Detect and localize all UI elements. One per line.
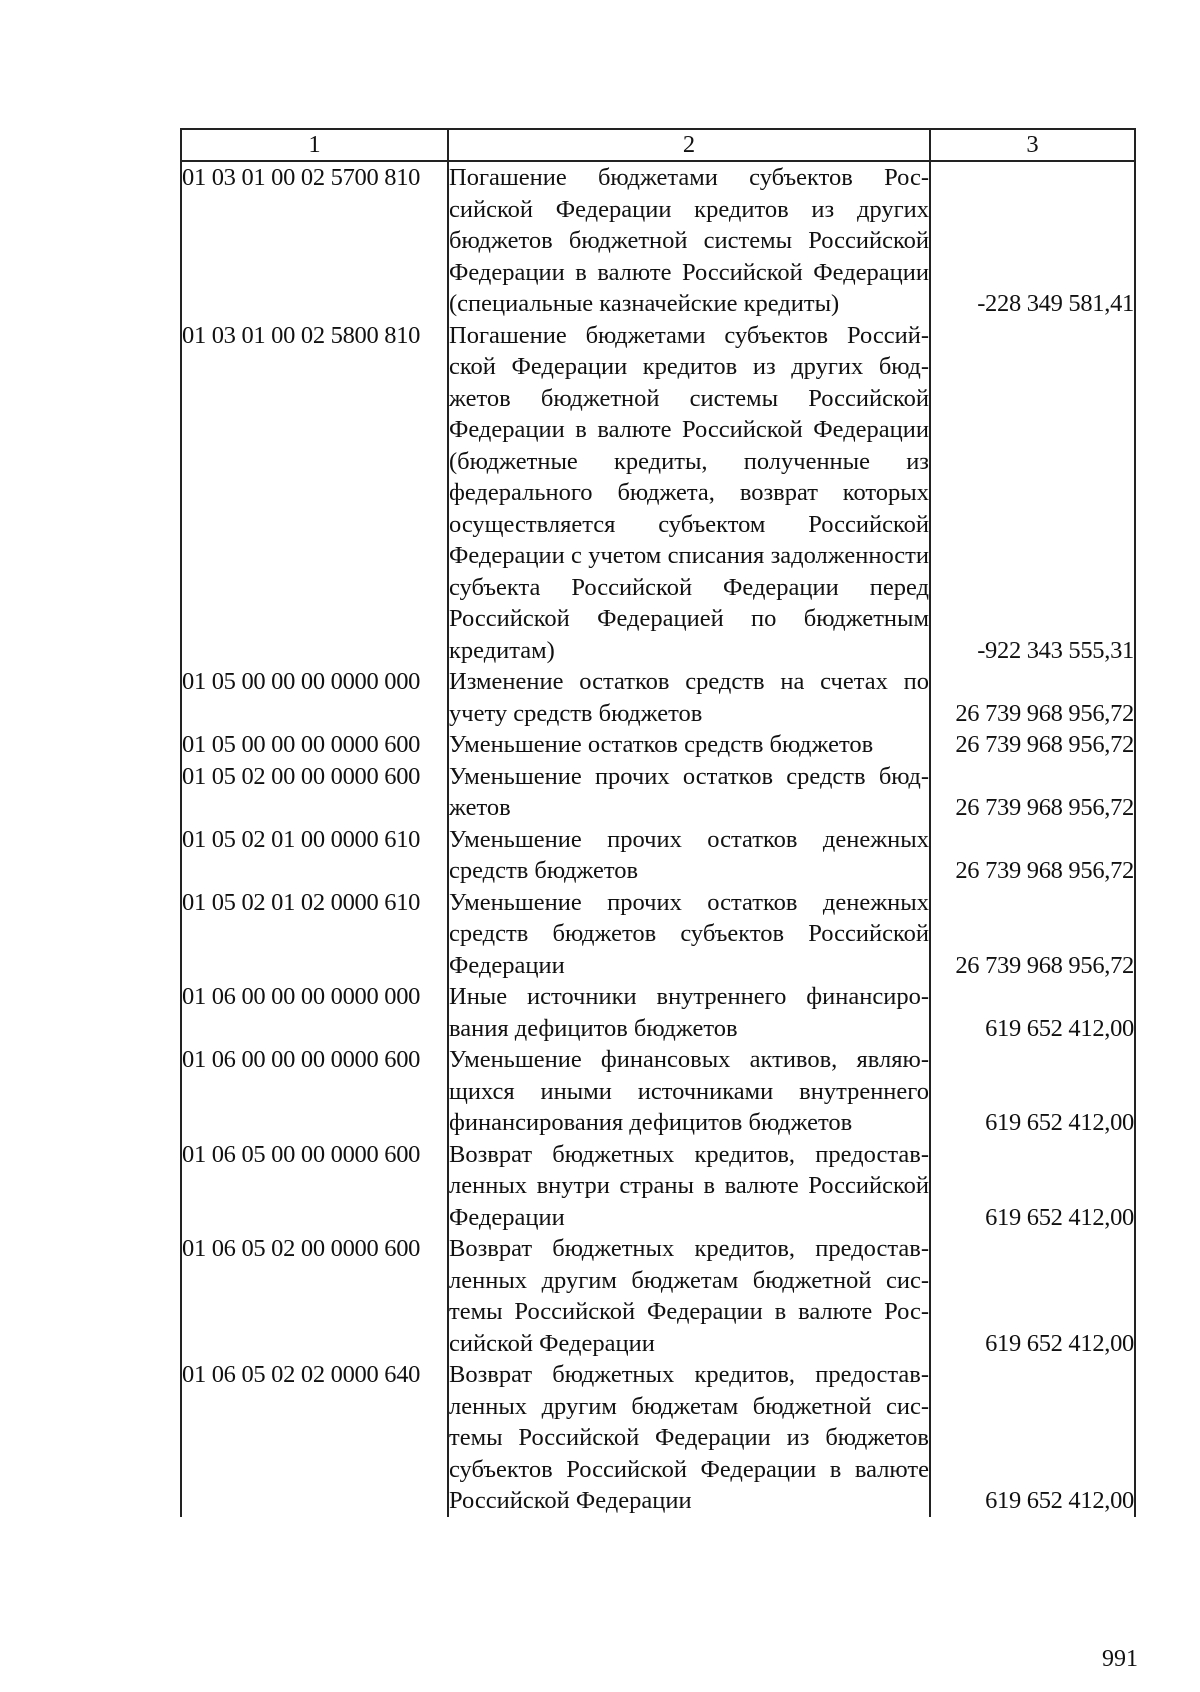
row-amount: 26 739 968 956,72	[930, 824, 1135, 887]
table-row	[181, 981, 1135, 1044]
row-amount: 619 652 412,00	[930, 1139, 1135, 1234]
row-description: Возврат бюджетных кредитов, предоставленных другим бюджетам бюджетной системы Российской Федерации из бюджетов субъектов Российской Федерации в валюте Российской Федерации	[448, 1359, 930, 1517]
table-row	[181, 887, 1135, 982]
row-description: Погашение бюджетами субъектов Российской Федерации кредитов из других бюджетов бюджетной системы Российской Федерации в валюте Российской Федерации (бюджетные кредиты, полученные из федерального бюджета, возврат которых осуществляется субъектом Российской Федерации с учетом списания задолженности субъекта Российской Федерации перед Российской Федерацией по бюджетным кредитам)	[448, 320, 930, 667]
row-description: Уменьшение остатков средств бюджетов	[448, 729, 930, 761]
row-description: Иные источники внутреннего финансирования дефицитов бюджетов	[448, 981, 930, 1044]
table-row	[181, 161, 1135, 320]
table-row	[181, 761, 1135, 824]
budget-code: 01 03 01 00 02 5800 810	[181, 320, 448, 667]
row-description: Уменьшение прочих остатков средств бюджетов	[448, 761, 930, 824]
row-description: Возврат бюджетных кредитов, предоставленных внутри страны в валюте Российской Федерации	[448, 1139, 930, 1234]
row-amount: 26 739 968 956,72	[930, 887, 1135, 982]
budget-code: 01 05 02 00 00 0000 600	[181, 761, 448, 824]
table-row	[181, 666, 1135, 729]
table-row	[181, 729, 1135, 761]
row-amount: -922 343 555,31	[930, 320, 1135, 667]
table-row	[181, 1139, 1135, 1234]
row-description: Изменение остатков средств на счетах по учету средств бюджетов	[448, 666, 930, 729]
budget-code: 01 05 00 00 00 0000 600	[181, 729, 448, 761]
row-amount: 619 652 412,00	[930, 1359, 1135, 1517]
row-description: Уменьшение финансовых активов, являющихся иными источниками внутреннего финансирования дефицитов бюджетов	[448, 1044, 930, 1139]
row-description: Уменьшение прочих остатков денежных средств бюджетов	[448, 824, 930, 887]
table-row	[181, 320, 1135, 667]
table-row	[181, 1359, 1135, 1517]
budget-code: 01 06 00 00 00 0000 000	[181, 981, 448, 1044]
budget-code: 01 06 05 00 00 0000 600	[181, 1139, 448, 1234]
budget-code: 01 06 05 02 02 0000 640	[181, 1359, 448, 1517]
column-header-1: 1	[181, 129, 448, 161]
budget-code: 01 05 00 00 00 0000 000	[181, 666, 448, 729]
row-amount: 619 652 412,00	[930, 1044, 1135, 1139]
row-amount: -228 349 581,41	[930, 161, 1135, 320]
table-header-row	[181, 129, 1135, 161]
table-row	[181, 1044, 1135, 1139]
column-header-3: 3	[930, 129, 1135, 161]
page-number: 991	[1102, 1646, 1138, 1672]
row-amount: 26 739 968 956,72	[930, 666, 1135, 729]
budget-code: 01 06 00 00 00 0000 600	[181, 1044, 448, 1139]
row-amount: 26 739 968 956,72	[930, 761, 1135, 824]
table-row	[181, 824, 1135, 887]
budget-sources-table	[180, 128, 1136, 1517]
budget-code: 01 05 02 01 00 0000 610	[181, 824, 448, 887]
budget-code: 01 06 05 02 00 0000 600	[181, 1233, 448, 1359]
column-header-2: 2	[448, 129, 930, 161]
table-row	[181, 1233, 1135, 1359]
row-amount: 619 652 412,00	[930, 1233, 1135, 1359]
budget-code: 01 03 01 00 02 5700 810	[181, 161, 448, 320]
row-description: Возврат бюджетных кредитов, предоставленных другим бюджетам бюджетной системы Российской Федерации в валюте Российской Федерации	[448, 1233, 930, 1359]
row-amount: 26 739 968 956,72	[930, 729, 1135, 761]
row-amount: 619 652 412,00	[930, 981, 1135, 1044]
row-description: Погашение бюджетами субъектов Российской Федерации кредитов из других бюджетов бюджетной системы Российской Федерации в валюте Российской Федерации (специальные казначейские кредиты)	[448, 161, 930, 320]
row-description: Уменьшение прочих остатков денежных средств бюджетов субъектов Российской Федерации	[448, 887, 930, 982]
budget-code: 01 05 02 01 02 0000 610	[181, 887, 448, 982]
